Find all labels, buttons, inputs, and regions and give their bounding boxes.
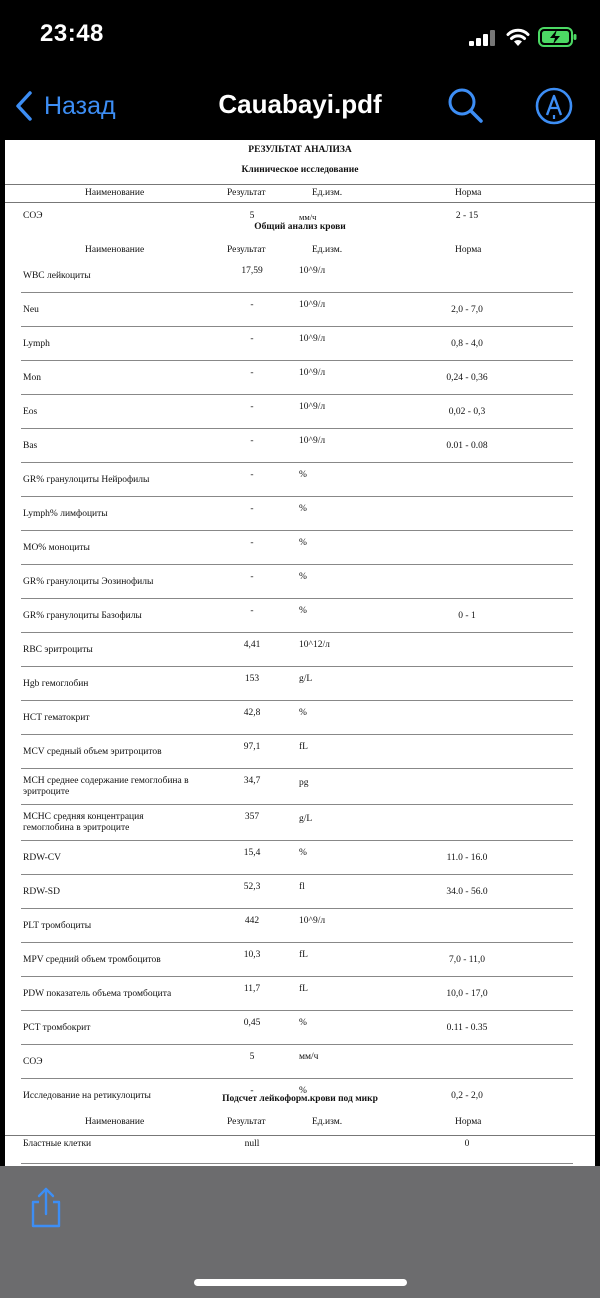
row-name: MO% моноциты [23, 543, 90, 553]
row-norm: 0,2 - 2,0 [451, 1091, 483, 1101]
row-unit: мм/ч [299, 212, 317, 222]
row-norm: 7,0 - 11,0 [448, 955, 486, 965]
row-unit: % [299, 848, 307, 858]
header-unit: Ед.изм. [312, 1117, 343, 1127]
row-divider [21, 700, 573, 701]
row-result: - [250, 368, 254, 378]
row-norm: 0 [464, 1139, 470, 1149]
row-unit: 10^9/л [299, 436, 326, 446]
row-name: RDW-CV [23, 853, 61, 863]
row-divider [21, 360, 573, 361]
section-title-microscopy: Подсчет лейкоформ.крови под микр [222, 1094, 378, 1104]
row-name-cont: эритроците [23, 787, 70, 797]
status-bar [0, 0, 600, 76]
row-name: HCT гематокрит [23, 713, 90, 723]
row-divider [21, 840, 573, 841]
row-name: GR% гранулоциты Нейрофилы [23, 475, 150, 485]
row-divider [21, 768, 573, 769]
row-unit: fL [299, 950, 308, 960]
row-name: GR% гранулоциты Эозинофилы [23, 577, 154, 587]
row-norm: 0,02 - 0,3 [448, 407, 486, 417]
row-name-cont: гемоглобина в эритроците [23, 823, 130, 833]
row-norm: 2,0 - 7,0 [451, 305, 483, 315]
cellular-signal-icon [469, 30, 497, 46]
row-norm: 2 - 15 [455, 211, 479, 221]
row-result: 34,7 [243, 776, 261, 786]
row-divider [21, 734, 573, 735]
row-result: - [250, 300, 254, 310]
row-name: Hgb гемоглобин [23, 679, 89, 689]
row-name: Бластные клетки [23, 1139, 92, 1149]
divider [5, 1135, 595, 1136]
nav-bar [0, 76, 600, 138]
row-unit: 10^9/л [299, 368, 326, 378]
row-result: - [250, 334, 254, 344]
row-result: 10,3 [243, 950, 261, 960]
row-name: MCV средный объем эритроцитов [23, 747, 162, 757]
row-name: RBC эритроциты [23, 645, 93, 655]
header-result: Результат [227, 1117, 266, 1127]
row-unit: % [299, 470, 307, 480]
row-name: GR% гранулоциты Базофилы [23, 611, 142, 621]
row-name: Mon [23, 373, 41, 383]
row-result: 5 [249, 1052, 255, 1062]
row-divider [21, 462, 573, 463]
row-divider [21, 632, 573, 633]
markup-icon [534, 86, 574, 126]
row-norm: 0,8 - 4,0 [451, 339, 483, 349]
row-unit: pg [299, 778, 309, 788]
divider [5, 184, 595, 185]
row-result: 442 [244, 916, 260, 926]
row-divider [21, 292, 573, 293]
row-divider [21, 564, 573, 565]
row-result: 0,45 [243, 1018, 261, 1028]
row-unit: % [299, 606, 307, 616]
row-unit: % [299, 572, 307, 582]
row-unit: fl [299, 882, 305, 892]
row-name: СОЭ [23, 211, 43, 221]
row-result: - [250, 470, 254, 480]
row-divider [21, 326, 573, 327]
row-unit: 10^9/л [299, 334, 326, 344]
row-unit: fL [299, 984, 308, 994]
battery-charging-icon [538, 26, 578, 48]
row-name: Исследование на ретикулоциты [23, 1091, 151, 1101]
row-name: RDW-SD [23, 887, 60, 897]
row-result: 357 [244, 812, 260, 822]
search-icon [445, 86, 485, 126]
row-unit: fL [299, 742, 308, 752]
header-norm: Норма [455, 245, 482, 255]
row-result: - [250, 606, 254, 616]
back-button[interactable] [14, 86, 116, 126]
section-title-clinical: Клиническое исследование [241, 165, 359, 175]
section-title-cbc: Общий анализ крови [254, 222, 346, 232]
row-result: - [250, 402, 254, 412]
row-result: 52,3 [243, 882, 261, 892]
row-unit: % [299, 504, 307, 514]
row-unit: мм/ч [299, 1052, 319, 1062]
row-divider [21, 530, 573, 531]
row-result: 4,41 [243, 640, 261, 650]
status-time: 23:48 [40, 20, 104, 47]
row-result: 153 [244, 674, 260, 684]
row-unit: g/L [299, 814, 313, 824]
row-result: - [250, 572, 254, 582]
row-unit: 10^9/л [299, 266, 326, 276]
header-norm: Норма [455, 1117, 482, 1127]
row-result: null [244, 1139, 260, 1149]
row-divider [21, 908, 573, 909]
row-divider [21, 976, 573, 977]
row-divider [21, 428, 573, 429]
search-button[interactable] [445, 86, 485, 126]
header-result: Результат [227, 245, 266, 255]
row-divider [21, 394, 573, 395]
row-unit: g/L [299, 674, 313, 684]
chevron-left-icon [14, 90, 34, 122]
row-result: - [250, 538, 254, 548]
row-result: - [250, 1086, 254, 1096]
row-unit: 10^9/л [299, 300, 326, 310]
row-divider [21, 598, 573, 599]
row-unit: 10^12/л [299, 640, 330, 650]
pdf-page[interactable] [5, 140, 595, 1166]
row-norm: 10,0 - 17,0 [446, 989, 488, 999]
row-divider [21, 666, 573, 667]
row-unit: % [299, 538, 307, 548]
row-result: - [250, 436, 254, 446]
row-divider [21, 1044, 573, 1045]
row-name: MCHC средняя концентрация [23, 812, 144, 822]
row-norm: 0.01 - 0.08 [446, 441, 488, 451]
wifi-icon [505, 26, 531, 48]
row-name: Eos [23, 407, 38, 417]
row-unit: % [299, 1018, 307, 1028]
divider [5, 202, 595, 203]
row-divider [21, 804, 573, 805]
row-name: MCH среднее содержание гемоглобина в [23, 776, 189, 786]
row-result: 5 [249, 211, 255, 221]
doc-title: РЕЗУЛЬТАТ АНАЛИЗА [248, 145, 352, 155]
row-name: MPV средний объем тромбоцитов [23, 955, 161, 965]
row-divider [21, 1078, 573, 1079]
share-button[interactable] [28, 1186, 64, 1230]
row-name: Lymph% лимфоциты [23, 509, 108, 519]
row-name: PLT тромбоциты [23, 921, 92, 931]
row-norm: 0.11 - 0.35 [446, 1023, 488, 1033]
row-name: Lymph [23, 339, 50, 349]
home-indicator[interactable] [194, 1279, 407, 1286]
row-norm: 11.0 - 16.0 [446, 853, 488, 863]
divider [21, 1163, 573, 1164]
row-unit: 10^9/л [299, 916, 326, 926]
row-result: 42,8 [243, 708, 261, 718]
row-result: 17,59 [241, 266, 263, 276]
row-result: - [250, 504, 254, 514]
row-unit: % [299, 708, 307, 718]
header-name: Наименование [85, 1117, 145, 1127]
header-name: Наименование [85, 245, 145, 255]
header-norm: Норма [455, 188, 482, 198]
row-unit: % [299, 1086, 307, 1096]
row-norm: 34.0 - 56.0 [446, 887, 488, 897]
row-divider [21, 942, 573, 943]
row-name: Bas [23, 441, 38, 451]
row-name: Neu [23, 305, 39, 315]
header-result: Результат [227, 188, 266, 198]
row-divider [21, 1010, 573, 1011]
row-norm: 0,24 - 0,36 [446, 373, 488, 383]
header-unit: Ед.изм. [312, 245, 343, 255]
row-divider [21, 874, 573, 875]
row-name: PCT тромбокрит [23, 1023, 91, 1033]
row-norm: 0 - 1 [458, 611, 476, 621]
header-name: Наименование [85, 188, 145, 198]
row-result: 15,4 [243, 848, 261, 858]
header-unit: Ед.изм. [312, 188, 343, 198]
row-divider [21, 496, 573, 497]
row-result: 11,7 [243, 984, 261, 994]
share-icon [28, 1186, 64, 1230]
row-name: PDW показатель объема тромбоцита [23, 989, 172, 999]
row-unit: 10^9/л [299, 402, 326, 412]
row-result: 97,1 [243, 742, 261, 752]
row-name: СОЭ [23, 1057, 43, 1067]
markup-button[interactable] [534, 86, 574, 126]
back-button-label: Назад [44, 91, 116, 120]
row-name: WBC лейкоциты [23, 271, 91, 281]
document-title: Cauabayi.pdf [218, 89, 382, 119]
